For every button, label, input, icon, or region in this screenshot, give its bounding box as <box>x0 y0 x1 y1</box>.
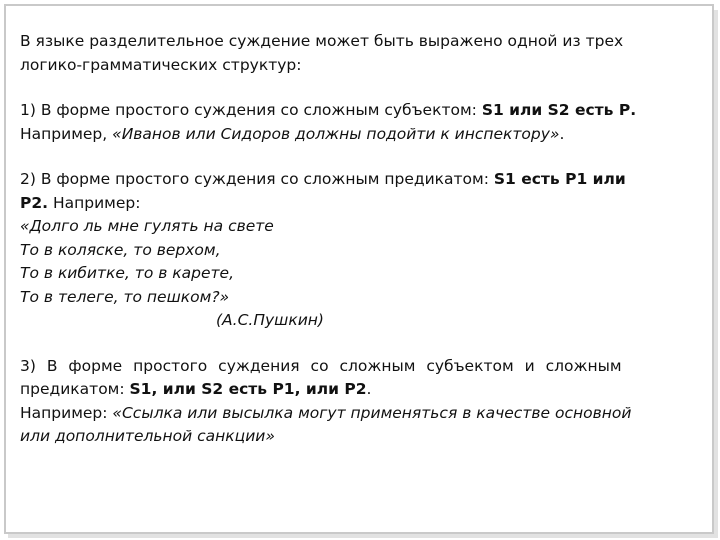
item-1-prefix: 1) В форме простого суждения со сложным субъектом: <box>20 101 482 119</box>
item-2-line-2 <box>20 192 696 216</box>
intro-line-1: В языке разделительное суждение может быть выражено одной из трех <box>20 32 624 50</box>
item-2-line-1 <box>20 168 696 192</box>
item-2-formula-part-2: Р2. <box>20 193 49 212</box>
item-1-line-1 <box>20 99 696 123</box>
item-3-line-1: 3) В форме простого суждения со сложным субъектом и сложным <box>20 356 622 375</box>
item-1-formula: S1 или S2 есть Р. <box>481 101 637 119</box>
poem-line-3: То в кибитке, то в карете, <box>20 264 235 282</box>
item-2-formula-part-1: S1 есть Р1 или <box>493 170 626 188</box>
slide-content <box>20 30 696 449</box>
poem-attribution: (А.С.Пушкин) <box>216 311 324 329</box>
item-3-paragraph <box>20 355 696 449</box>
item-1-line-2 <box>20 123 696 147</box>
item-1-example-label: Например, <box>20 124 113 143</box>
item-1-example-end: . <box>559 124 565 143</box>
item-3-prefix: предикатом: <box>20 380 130 398</box>
item-3-formula: S1, или S2 есть Р1, или Р2 <box>129 380 367 398</box>
item-2-paragraph <box>20 168 696 333</box>
poem-line-4: То в телеге, то пешком?» <box>20 287 230 306</box>
item-3-line-3 <box>20 402 696 426</box>
item-1-paragraph <box>20 99 696 146</box>
item-3-line-2 <box>20 378 696 402</box>
intro-line-2: логико-грамматических структур: <box>20 55 302 74</box>
item-3-formula-end: . <box>366 380 372 398</box>
item-3-example-line-2: или дополнительной санкции» <box>20 427 275 445</box>
item-2-example-label: Например: <box>48 193 141 212</box>
item-3-example-label: Например: <box>20 403 113 422</box>
poem-line-2: То в коляске, то верхом, <box>20 240 221 259</box>
item-3-example-line-1: «Ссылка или высылка могут применяться в качестве основной <box>112 403 632 422</box>
intro-paragraph <box>20 30 696 77</box>
poem-line-1: «Долго ль мне гулять на свете <box>20 217 274 235</box>
item-1-example: «Иванов или Сидоров должны подойти к инспектору» <box>112 124 560 143</box>
item-2-prefix: 2) В форме простого суждения со сложным предикатом: <box>20 170 494 188</box>
